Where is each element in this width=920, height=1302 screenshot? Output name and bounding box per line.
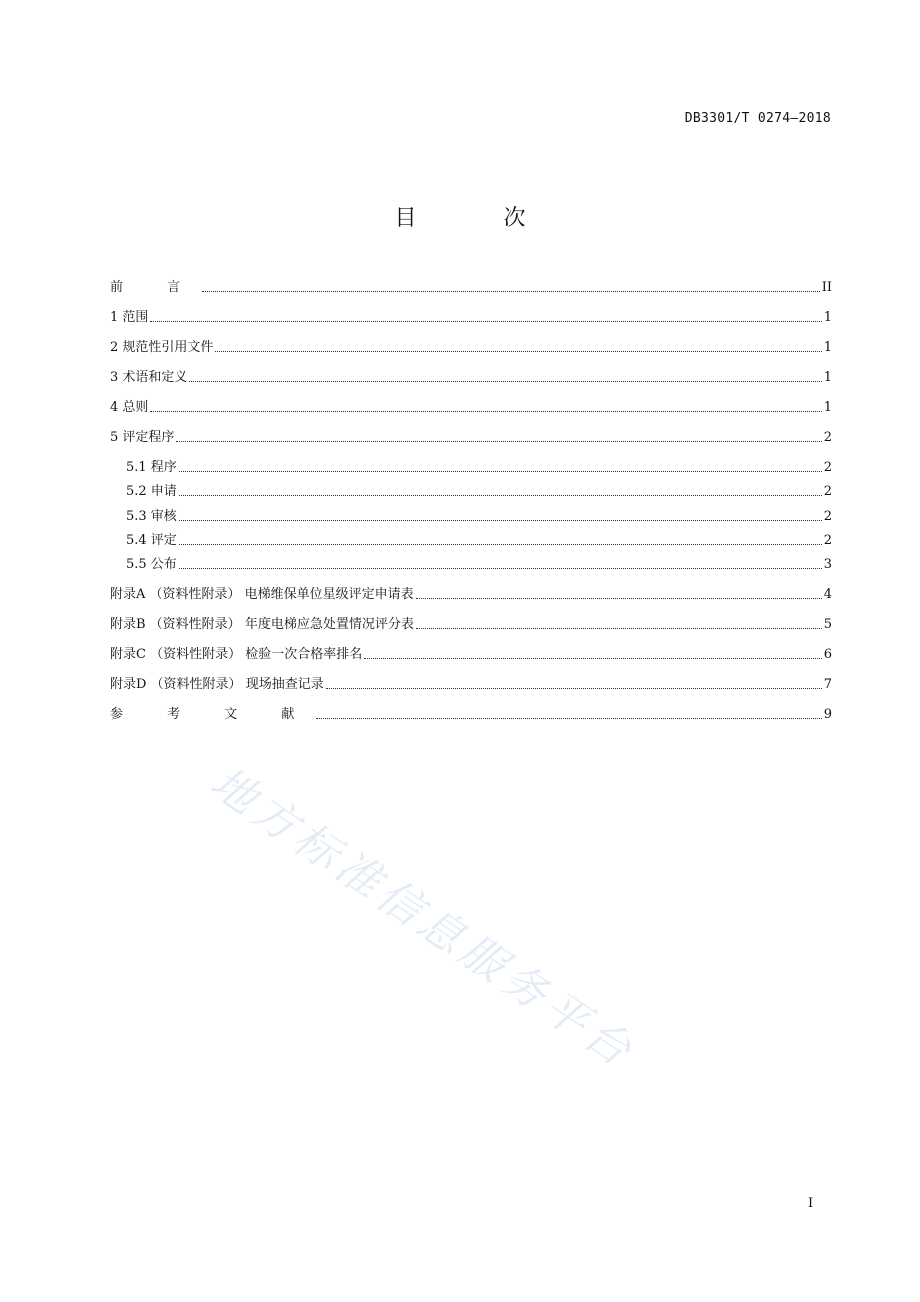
toc-entry-label: 前 言 — [110, 280, 201, 295]
toc-entry-page: 4 — [823, 587, 832, 602]
dot-leader — [215, 351, 821, 352]
toc-entry-label: 5.3 审核 — [126, 509, 177, 524]
toc-entry[interactable] — [110, 644, 832, 666]
toc-entry-label: 1 范围 — [110, 310, 149, 325]
toc-entry-page: 6 — [823, 647, 832, 662]
toc-entry[interactable] — [126, 457, 832, 479]
page-number: I — [808, 1196, 814, 1211]
toc-entry-page: 2 — [823, 509, 832, 524]
toc-entry-label: 3 术语和定义 — [110, 370, 188, 385]
page-title: 目 次 — [394, 206, 566, 231]
toc-entry-label: 参 考 文 献 — [110, 707, 315, 722]
toc-entry-page: 5 — [823, 617, 832, 632]
toc-entry-page: 2 — [823, 430, 832, 445]
toc-entry-label: 附录C （资料性附录） 检验一次合格率排名 — [110, 647, 363, 662]
toc-entry-page: 1 — [823, 310, 832, 325]
toc-entry[interactable] — [110, 277, 832, 299]
toc-entry-page: 7 — [823, 677, 832, 692]
watermark: 地方标准信息服务平台 — [201, 757, 645, 1079]
document-code: DB3301/T 0274—2018 — [684, 111, 831, 126]
toc-entry-label: 5.1 程序 — [126, 460, 177, 475]
toc-entry[interactable] — [126, 530, 832, 552]
dot-leader — [202, 291, 820, 292]
toc-entry[interactable] — [110, 397, 832, 419]
dot-leader — [416, 628, 822, 629]
toc-entry[interactable] — [110, 307, 832, 329]
toc-entry[interactable] — [126, 506, 832, 528]
dot-leader — [150, 411, 821, 412]
dot-leader — [179, 544, 822, 545]
toc-entry-label: 附录A （资料性附录） 电梯维保单位星级评定申请表 — [110, 587, 414, 602]
toc-entry[interactable] — [110, 337, 832, 359]
dot-leader — [189, 381, 821, 382]
dot-leader — [150, 321, 821, 322]
toc-entry-page: 2 — [823, 484, 832, 499]
toc-entry-label: 4 总则 — [110, 400, 149, 415]
toc-entry-label: 附录D （资料性附录） 现场抽查记录 — [110, 677, 324, 692]
toc-entry-page: 3 — [823, 557, 832, 572]
toc-entry[interactable] — [110, 614, 832, 636]
toc-entry-page: 9 — [823, 707, 832, 722]
toc-entry[interactable] — [126, 554, 832, 576]
dot-leader — [179, 495, 822, 496]
dot-leader — [179, 520, 822, 521]
toc-entry-page: 2 — [823, 460, 832, 475]
toc-entry[interactable] — [110, 704, 832, 726]
dot-leader — [326, 688, 822, 689]
dot-leader — [179, 568, 822, 569]
dot-leader — [179, 471, 822, 472]
dot-leader — [364, 658, 822, 659]
toc-entry-page: 2 — [823, 533, 832, 548]
toc-entry[interactable] — [110, 427, 832, 449]
dot-leader — [176, 441, 821, 442]
toc-entry-page: 1 — [823, 340, 832, 355]
toc-entry[interactable] — [126, 481, 832, 503]
toc-entry-label: 5.2 申请 — [126, 484, 177, 499]
toc-entry-label: 5 评定程序 — [110, 430, 175, 445]
toc-entry[interactable] — [110, 674, 832, 696]
dot-leader — [416, 598, 822, 599]
toc-entry-label: 附录B （资料性附录） 年度电梯应急处置情况评分表 — [110, 617, 414, 632]
toc-entry-page: 1 — [823, 370, 832, 385]
dot-leader — [316, 718, 821, 719]
toc-entry[interactable] — [110, 584, 832, 606]
toc-entry-page: II — [821, 280, 832, 295]
toc-entry-label: 5.4 评定 — [126, 533, 177, 548]
toc-entry-page: 1 — [823, 400, 832, 415]
toc-entry-label: 2 规范性引用文件 — [110, 340, 214, 355]
toc-entry-label: 5.5 公布 — [126, 557, 177, 572]
toc-entry[interactable] — [110, 367, 832, 389]
